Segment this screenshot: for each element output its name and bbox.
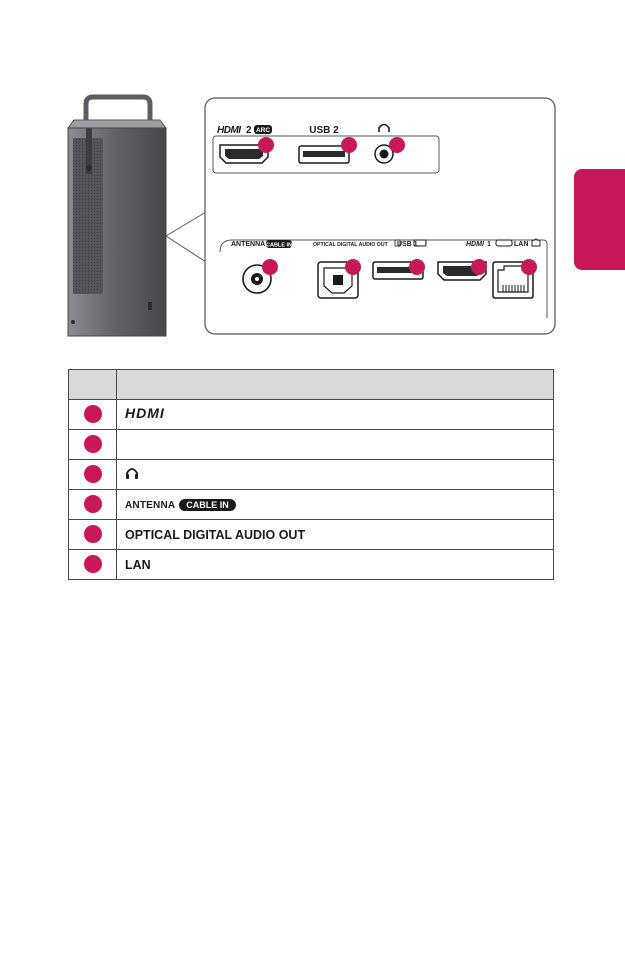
hdmi-logo-icon [125,406,187,423]
svg-text:HDMI: HDMI [217,125,241,136]
table-row [69,520,554,550]
marker-bottom-hdmi [471,259,487,275]
table-header-description [117,370,554,400]
lan-label-figure: LAN [514,241,529,248]
marker-optical [345,259,361,275]
headphone-icon [125,466,139,483]
marker-headphone [389,137,405,153]
antenna-text: ANTENNA [125,499,176,511]
bottom-usb-label: USB 1 [397,241,418,248]
marker-top-usb [341,137,357,153]
row-marker [84,555,102,573]
table-row [69,430,554,460]
table-row [69,460,554,490]
arc-badge: ARC [255,127,271,134]
row-marker [84,465,102,483]
projector-illustration [68,97,166,336]
ports-table [68,369,554,580]
optical-row-text: OPTICAL DIGITAL AUDIO OUT [117,520,554,550]
marker-top-hdmi [258,137,274,153]
projector-ports-figure [0,0,625,360]
marker-antenna [262,259,278,275]
marker-bottom-usb [409,259,425,275]
table-header-row [69,370,554,400]
bottom-hdmi-number: 1 [487,241,491,248]
svg-text:HDMI: HDMI [125,406,165,420]
table-row [69,490,554,520]
optical-label: OPTICAL DIGITAL AUDIO OUT [313,242,388,248]
cable-in-badge: CABLE IN [179,499,236,511]
antenna-label: ANTENNA [231,241,266,248]
cable-in-badge-figure: CABLE IN [266,242,292,249]
lan-row-text: LAN [117,550,554,580]
row-marker [84,525,102,543]
top-hdmi-number: 2 [246,125,252,136]
table-row [69,400,554,430]
row-marker [84,435,102,453]
top-usb-label: USB 2 [309,125,339,136]
row-marker [84,495,102,513]
table-header-number [69,370,117,400]
marker-lan [521,259,537,275]
svg-text:HDMI: HDMI [466,241,484,248]
table-row [69,550,554,580]
row-marker [84,405,102,423]
